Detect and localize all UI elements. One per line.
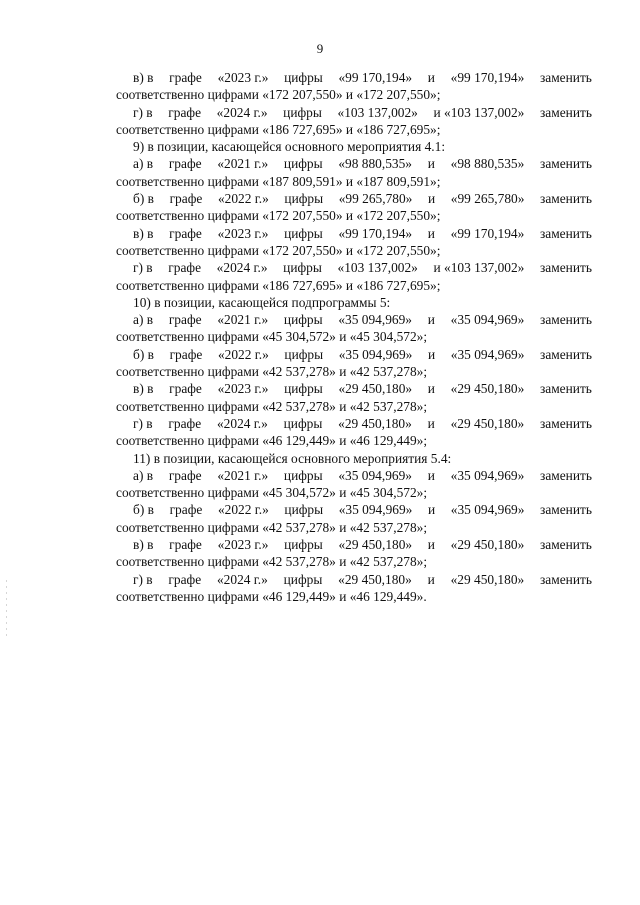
word: графе — [168, 467, 202, 483]
word: «99 170,194» — [450, 70, 525, 85]
amendment-item — [116, 155, 592, 190]
word: цифры — [284, 346, 324, 362]
item-continuation-line: соответственно цифрами «172 207,550» и «172 207,550»; — [116, 208, 441, 224]
word: г) в — [133, 260, 153, 276]
word: «29 450,180» — [450, 415, 525, 431]
word: цифры — [284, 191, 324, 207]
word: и — [427, 191, 436, 207]
word: и — [427, 346, 436, 362]
word: «99 265,780» — [450, 191, 525, 207]
word: «35 094,969» — [450, 502, 525, 518]
item-first-line — [116, 380, 592, 397]
word: «99 170,194» — [338, 225, 413, 241]
word: и — [427, 537, 435, 553]
word: заменить — [540, 104, 592, 120]
word: и — [427, 381, 435, 397]
item-continuation-line: соответственно цифрами «172 207,550» и «172 207,550»; — [116, 242, 441, 258]
word: «103 137,002» — [337, 260, 418, 276]
word: заменить — [540, 312, 592, 328]
word: «2021 г.» — [217, 467, 269, 483]
item-continuation-line: соответственно цифрами «186 727,695» и «186 727,695»; — [116, 277, 441, 293]
word: графе — [169, 502, 203, 518]
word: заменить — [540, 156, 592, 172]
page-number: 9 — [316, 41, 324, 56]
word: графе — [168, 415, 202, 431]
item-first-line — [116, 311, 592, 328]
word: заменить — [540, 260, 592, 276]
word: «98 880,535» — [450, 156, 525, 172]
heading-text: 10) в позиции, касающейся подпрограммы 5: — [133, 294, 391, 310]
heading-text: 11) в позиции, касающейся основного мероприятия 5.4: — [133, 450, 452, 466]
word: и — [427, 571, 435, 587]
word: «99 170,194» — [450, 225, 525, 241]
word: б) в — [133, 191, 154, 207]
word: «2023 г.» — [217, 70, 269, 85]
word: заменить — [540, 346, 592, 362]
word: цифры — [284, 70, 323, 85]
word: и — [427, 225, 435, 241]
item-first-line — [116, 571, 592, 588]
word: и «103 137,002» — [433, 260, 525, 276]
word: б) в — [133, 346, 154, 362]
word: «2023 г.» — [217, 537, 269, 553]
word: «29 450,180» — [338, 571, 412, 587]
item-first-line — [116, 104, 592, 121]
word: «2024 г.» — [216, 104, 268, 120]
amendment-item — [116, 69, 592, 104]
item-first-line — [116, 225, 592, 242]
word: цифры — [283, 312, 323, 328]
word: графе — [168, 571, 202, 587]
item-first-line — [116, 501, 592, 518]
word: в) в — [133, 537, 154, 553]
word: б) в — [133, 502, 154, 518]
word: и — [427, 415, 435, 431]
amendment-item — [116, 225, 592, 260]
amendment-item — [116, 571, 592, 606]
item-continuation-line: соответственно цифрами «42 537,278» и «42 537,278»; — [116, 398, 428, 414]
word: заменить — [540, 467, 592, 483]
word: г) в — [133, 104, 153, 120]
word: заменить — [539, 537, 592, 553]
amendment-item — [116, 536, 592, 571]
word: «29 450,180» — [450, 571, 525, 587]
word: графе — [169, 191, 203, 207]
item-continuation-line: соответственно цифрами «42 537,278» и «42 537,278»; — [116, 554, 428, 570]
word: заменить — [539, 70, 592, 85]
word: «35 094,969» — [338, 346, 413, 362]
word: цифры — [284, 225, 323, 241]
word: графе — [169, 70, 202, 85]
document-body — [116, 69, 592, 605]
word: заменить — [540, 191, 592, 207]
word: и — [427, 70, 435, 85]
amendment-item — [116, 467, 592, 502]
word: а) в — [133, 467, 154, 483]
word: «2023 г.» — [217, 225, 269, 241]
word: графе — [168, 104, 202, 120]
amendment-item — [116, 501, 592, 536]
word: «35 094,969» — [450, 346, 525, 362]
word: «2024 г.» — [216, 571, 268, 587]
item-continuation-line: соответственно цифрами «45 304,572» и «45 304,572»; — [116, 329, 428, 345]
word: заменить — [539, 381, 592, 397]
item-first-line — [116, 346, 592, 363]
word: и — [427, 502, 436, 518]
word: цифры — [284, 381, 323, 397]
word: «98 880,535» — [338, 156, 412, 172]
amendment-item — [116, 104, 592, 139]
word: и — [427, 156, 435, 172]
item-continuation-line: соответственно цифрами «172 207,550» и «172 207,550»; — [116, 87, 441, 103]
word: цифры — [283, 467, 323, 483]
word: «29 450,180» — [338, 415, 412, 431]
word: а) в — [133, 156, 154, 172]
word: графе — [169, 225, 202, 241]
word: цифры — [283, 415, 323, 431]
word: цифры — [284, 537, 323, 553]
amendment-item — [116, 190, 592, 225]
word: и «103 137,002» — [433, 104, 525, 120]
word: в) в — [133, 70, 154, 85]
word: г) в — [133, 415, 153, 431]
item-continuation-line: соответственно цифрами «46 129,449» и «46 129,449»; — [116, 433, 428, 449]
word: «29 450,180» — [450, 381, 525, 397]
item-first-line — [116, 69, 592, 86]
word: «2024 г.» — [216, 260, 268, 276]
word: цифры — [284, 502, 324, 518]
word: графе — [169, 537, 202, 553]
word: заменить — [539, 225, 592, 241]
amendment-item — [116, 259, 592, 294]
word: заменить — [540, 415, 592, 431]
word: заменить — [540, 571, 592, 587]
word: цифры — [283, 260, 322, 276]
item-first-line — [116, 259, 592, 276]
word: графе — [169, 346, 203, 362]
item-continuation-line: соответственно цифрами «46 129,449» и «46 129,449». — [116, 588, 427, 604]
item-continuation-line: соответственно цифрами «186 727,695» и «186 727,695»; — [116, 121, 441, 137]
word: «99 170,194» — [338, 70, 413, 85]
word: графе — [169, 381, 202, 397]
word: «2022 г.» — [217, 191, 269, 207]
word: «29 450,180» — [338, 381, 413, 397]
word: и — [427, 312, 435, 328]
item-continuation-line: соответственно цифрами «45 304,572» и «45 304,572»; — [116, 485, 428, 501]
amendment-item — [116, 346, 592, 381]
scan-edge-mark — [6, 580, 7, 640]
word: графе — [168, 156, 202, 172]
word: цифры — [283, 156, 323, 172]
word: цифры — [283, 571, 323, 587]
word: цифры — [283, 104, 322, 120]
word: и — [427, 467, 435, 483]
word: «2021 г.» — [217, 312, 269, 328]
word: графе — [168, 312, 202, 328]
word: «35 094,969» — [338, 312, 412, 328]
item-continuation-line: соответственно цифрами «42 537,278» и «42 537,278»; — [116, 364, 428, 380]
item-first-line — [116, 155, 592, 172]
word: «103 137,002» — [337, 104, 418, 120]
word: графе — [168, 260, 202, 276]
amendment-item — [116, 311, 592, 346]
item-continuation-line: соответственно цифрами «42 537,278» и «42 537,278»; — [116, 519, 428, 535]
word: «29 450,180» — [450, 537, 525, 553]
word: «35 094,969» — [450, 467, 525, 483]
amendment-item — [116, 415, 592, 450]
word: «29 450,180» — [338, 537, 413, 553]
word: «35 094,969» — [338, 467, 412, 483]
word: в) в — [133, 381, 154, 397]
heading-text: 9) в позиции, касающейся основного мероприятия 4.1: — [133, 139, 446, 155]
amendment-item — [116, 380, 592, 415]
word: «35 094,969» — [450, 312, 525, 328]
item-first-line — [116, 415, 592, 432]
word: «2022 г.» — [217, 502, 269, 518]
word: заменить — [540, 502, 592, 518]
word: в) в — [133, 225, 154, 241]
word: «2021 г.» — [217, 156, 269, 172]
word: «35 094,969» — [338, 502, 413, 518]
section-heading — [116, 138, 592, 155]
item-continuation-line: соответственно цифрами «187 809,591» и «187 809,591»; — [116, 173, 441, 189]
word: «2022 г.» — [217, 346, 269, 362]
word: а) в — [133, 312, 154, 328]
section-heading — [116, 450, 592, 467]
word: г) в — [133, 571, 153, 587]
word: «2023 г.» — [217, 381, 269, 397]
word: «99 265,780» — [338, 191, 413, 207]
item-first-line — [116, 190, 592, 207]
item-first-line — [116, 467, 592, 484]
section-heading — [116, 294, 592, 311]
word: «2024 г.» — [216, 415, 268, 431]
item-first-line — [116, 536, 592, 553]
